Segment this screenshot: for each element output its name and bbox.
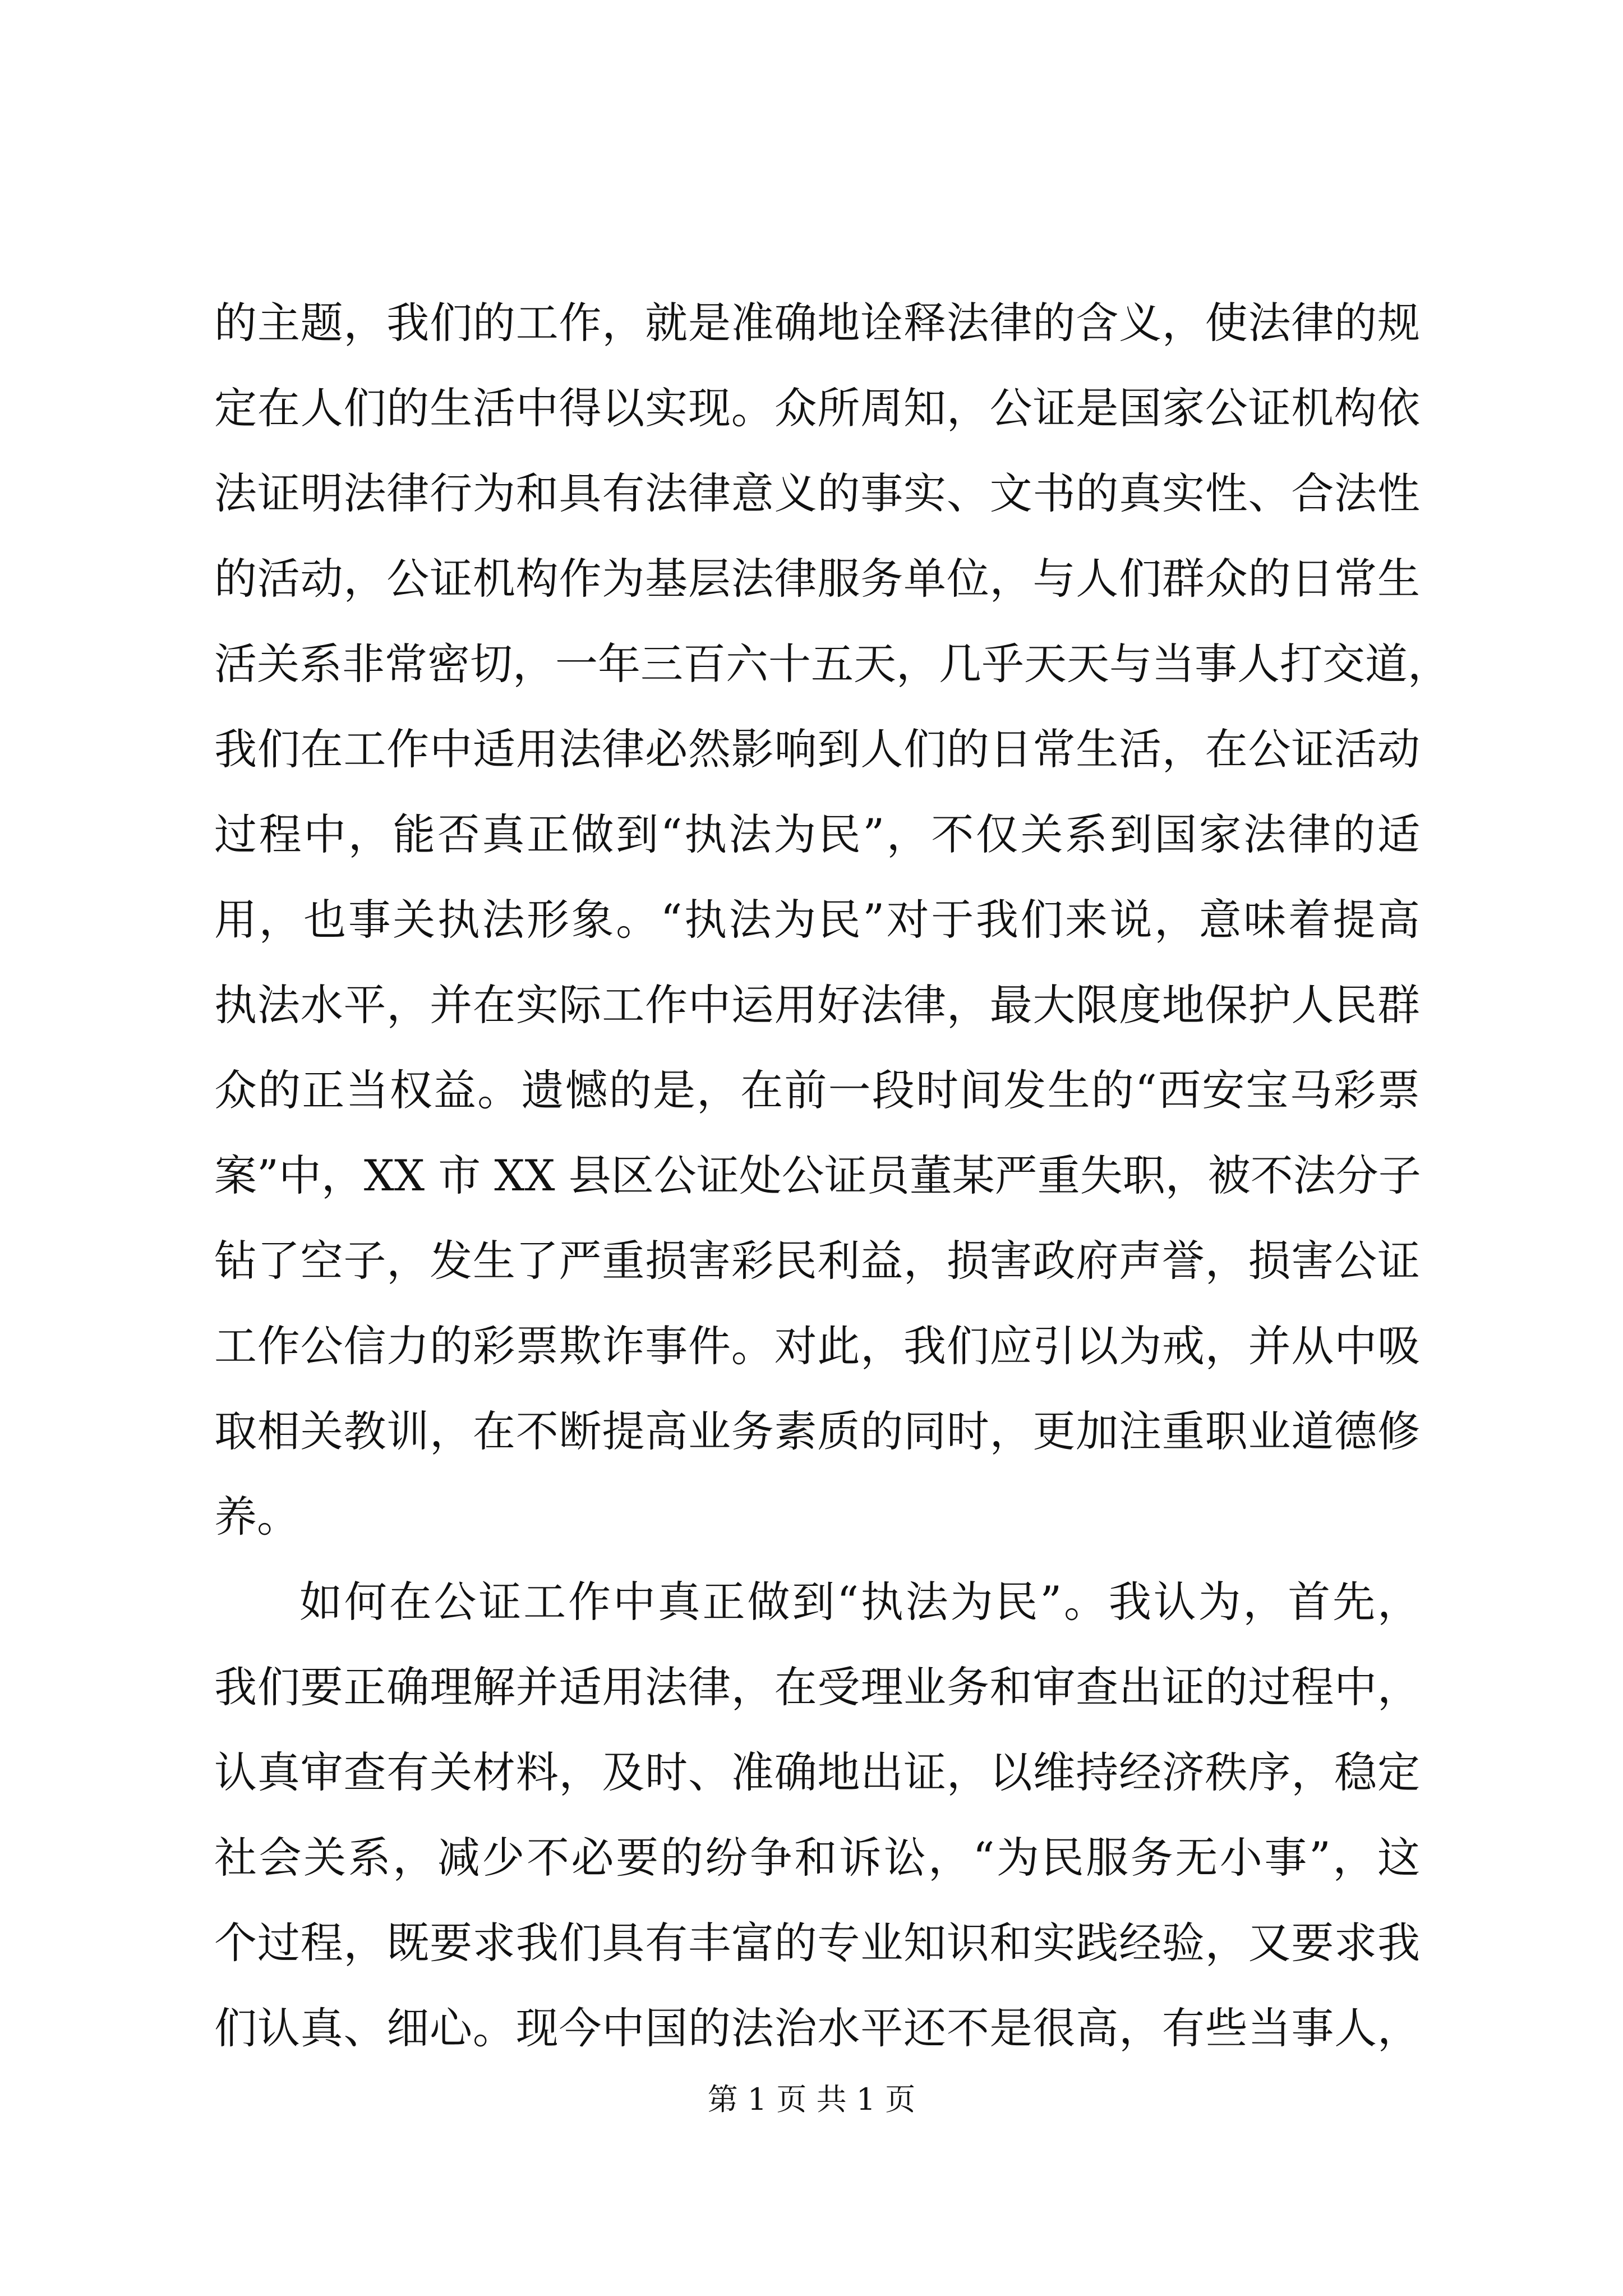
page-footer: 第 1 页 共 1 页 [707, 2082, 916, 2117]
body-text [214, 280, 1450, 2071]
text-line: 养。 [214, 1492, 299, 1542]
text-line: 我们要正确理解并适用法律，在受理业务和审查出证的过程中， [214, 1662, 1420, 1712]
text-line: 法证明法律行为和具有法律意义的事实、文书的真实性、合法性 [214, 468, 1420, 518]
text-line: 众的正当权益。遗憾的是，在前一段时间发生的“西安宝马彩票 [214, 1065, 1420, 1115]
text-line: 案”中，XX 市 XX 县区公证处公证员董某严重失职，被不法分子 [214, 1151, 1421, 1200]
text-line: 我们在工作中适用法律必然影响到人们的日常生活，在公证活动 [214, 724, 1420, 774]
text-line: 如何在公证工作中真正做到“执法为民”。我认为，首先， [299, 1577, 1420, 1627]
text-line: 活关系非常密切，一年三百六十五天，几乎天天与当事人打交道， [214, 639, 1450, 689]
text-line: 认真审查有关材料，及时、准确地出证，以维持经济秩序，稳定 [214, 1747, 1420, 1797]
text-line: 的主题，我们的工作，就是准确地诠释法律的含义，使法律的规 [214, 298, 1420, 348]
text-line: 取相关教训，在不断提高业务素质的同时，更加注重职业道德修 [214, 1406, 1420, 1456]
text-line: 定在人们的生活中得以实现。众所周知，公证是国家公证机构依 [214, 383, 1420, 433]
text-line: 的活动，公证机构作为基层法律服务单位，与人们群众的日常生 [214, 554, 1420, 604]
text-line: 钻了空子，发生了严重损害彩民利益，损害政府声誉，损害公证 [214, 1236, 1420, 1286]
text-line: 过程中，能否真正做到“执法为民”，不仅关系到国家法律的适 [214, 809, 1420, 859]
text-line: 社会关系，减少不必要的纷争和诉讼，“为民服务无小事”，这 [214, 1833, 1420, 1883]
text-line: 个过程，既要求我们具有丰富的专业知识和实践经验，又要求我 [214, 1918, 1420, 1968]
text-line: 工作公信力的彩票欺诈事件。对此，我们应引以为戒，并从中吸 [214, 1321, 1420, 1371]
text-line: 执法水平，并在实际工作中运用好法律，最大限度地保护人民群 [214, 980, 1420, 1030]
text-line: 们认真、细心。现今中国的法治水平还不是很高，有些当事人， [214, 2003, 1420, 2053]
text-line: 用，也事关执法形象。“执法为民”对于我们来说，意味着提高 [214, 895, 1420, 945]
